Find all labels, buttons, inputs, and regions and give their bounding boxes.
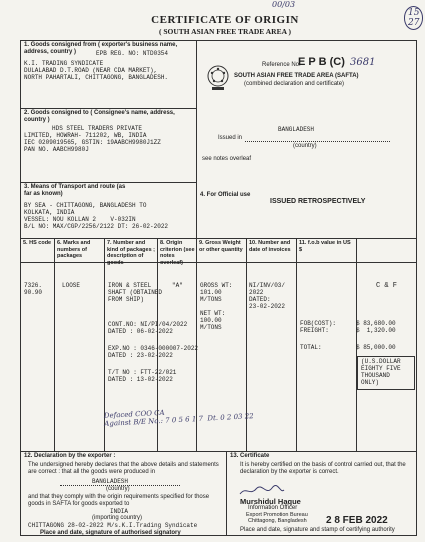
row-total-value: $ 85,000.00 [356,344,396,351]
box13-footer: Place and date, signature and stamp of certifying authority [240,527,395,533]
certification-date-stamp: 2 8 FEB 2022 [326,515,388,526]
row-invoice: NI/INV/03/ 2022 DATED: 23-02-2022 [249,282,286,310]
box12-compliance-text: and that they comply with the origin requirements specified for those goods in SAFTA for goods exported to [28,494,210,507]
consignee-line-3: IEC 0209019565, GSTIN: 19AABCH9980J1ZZ [24,139,161,146]
consignee-line-1: HDS STEEL TRADERS PRIVATE [52,125,143,132]
row-total-label: TOTAL: [300,344,322,351]
reference-handwritten: 3681 [350,57,376,68]
exporter-address-1: DULALABAD D.T.ROAD (NEAR CDA MARKET), [24,67,158,74]
box12-country-value: BANGLADESH [92,478,129,485]
row-amount-words: (U.S.DOLLAR EIGHTY FIVE THOUSAND ONLY) [361,358,401,386]
safta-heading: SOUTH ASIAN FREE TRADE AREA (SAFTA) [234,73,359,79]
exporter-name: K.I. TRADING SYNDICATE [24,60,104,67]
officer-location: Chittagong, Bangladesh [248,518,307,524]
transport-line-3: VESSEL: NOU KOLLAN 2 V-032IN [24,216,136,223]
row-marks: LOOSE [62,282,81,289]
box2-label: 2. Goods consigned to ( Consignee's name, address, country ) [24,110,175,123]
issued-in-label: Issued in [218,135,243,141]
row-origin: "A" [172,282,183,289]
transport-line-1: BY SEA - CHITTAGONG, BANGLADESH TO [24,202,147,209]
row-fob-values: $ 83,680.00 $ 1,320.00 [356,320,396,334]
col-header-origin: 8. Origin criterion (see notes overleaf) [160,240,195,266]
row-contract: CONT.NO: NI/PI/04/2022 DATED : 06-02-2022 [108,321,188,335]
officer-name: Murshidul Haque [240,497,301,506]
box12-label: 12. Declaration by the exporter : [24,453,116,459]
issued-in-caption: (country) [293,143,317,149]
retrospective-stamp: ISSUED RETROSPECTIVELY [270,198,366,205]
document-subtitle: ( SOUTH ASIAN FREE TRADE AREA ) [159,27,291,36]
box12-place-date: CHITTAGONG 28-02-2022 M/s.K.I.Trading Syndicate [28,522,198,529]
row-tt: T/T NO : FTT-22/021 DATED : 13-02-2022 [108,369,177,383]
col-header-weight: 9. Gross Weight or other quantity [199,240,243,253]
box3-label: 3. Means of Transport and route (as far as known) [24,184,126,197]
officer-signature-icon [238,484,286,498]
top-reference-note: 00/03 [272,0,296,9]
box12-footer: Place and date, signature of authorised signatory [40,530,181,536]
box13-label: 13. Certificate [230,453,270,459]
box4-label: 4. For Official use [200,192,251,198]
box1-label: 1. Goods consigned from ( exporter's business name, address, country ) [24,42,178,55]
row-net-weight: NET WT: 100.00 M/TONS [200,310,226,331]
epb-reg-number: EPB REG. NO: NTD0354 [96,50,169,57]
col-header-invoices: 10. Number and date of invoices [249,240,291,253]
reference-label: Reference No. [262,62,301,68]
issued-in-value: BANGLADESH [278,126,315,133]
transport-line-4: B/L NO: MAX/CGP/2256/2122 DT: 26-02-2022 [24,223,169,230]
consignee-line-4: PAN NO. AABCH9980J [24,146,89,153]
document-title: CERTIFICATE OF ORIGIN [151,14,299,26]
box12-import-value: INDIA [110,508,129,515]
overleaf-note: see notes overleaf [202,156,252,162]
box12-country-caption: (country) [106,486,130,492]
safta-subheading: (combined declaration and certificate) [244,81,345,87]
box12-import-caption: (importing country) [92,515,143,521]
safta-emblem-icon [206,64,230,92]
officer-department: Export Promotion Bureau [246,512,308,518]
officer-title: Information Officer [248,505,298,511]
reference-value: E P B (C) [298,56,345,68]
box12-declaration-text: The undersigned hereby declares that the above details and statements are correct : that all the goods were produced in [28,462,219,475]
transport-line-2: KOLKATA, INDIA [24,209,75,216]
box13-certificate-text: It is hereby certified on the basis of control carried out, that the declaration by the exporter is correct. [240,462,406,475]
consignee-line-2: LIMITED, HOWRAH- 711202, WB, INDIA [24,132,147,139]
col-header-marks: 6. Marks and numbers of packages [57,240,91,259]
row-exp: EXP.NO : 0346-000007-2022 DATED : 23-02-2022 [108,345,199,359]
col-header-hs-code: 5. HS code [23,240,52,246]
exporter-address-2: NORTH PAHARTALI, CHITTAGONG, BANGLADESH. [24,74,169,81]
defaced-stamp: Defaced COO CA Against B/E No.: 7 0 5 6 1 7 Dt. 0 2 03 22 [103,408,254,428]
row-description: IRON & STEEL SHAFT (OBTAINED FROM SHIP) [108,282,163,303]
col-header-description: 7. Number and kind of packages ; description of goods [107,240,155,266]
row-hs-code: 7326. 90.90 [24,282,43,296]
row-terms: C & F [376,282,398,290]
corner-page-note: 15 27 [404,6,423,30]
row-fob-labels: FOB(COST): FREIGHT: [300,320,337,334]
col-header-fob: 11. f.o.b value in US $ [299,240,351,253]
row-gross-weight: GROSS WT: 101.00 M/TONS [200,282,233,303]
